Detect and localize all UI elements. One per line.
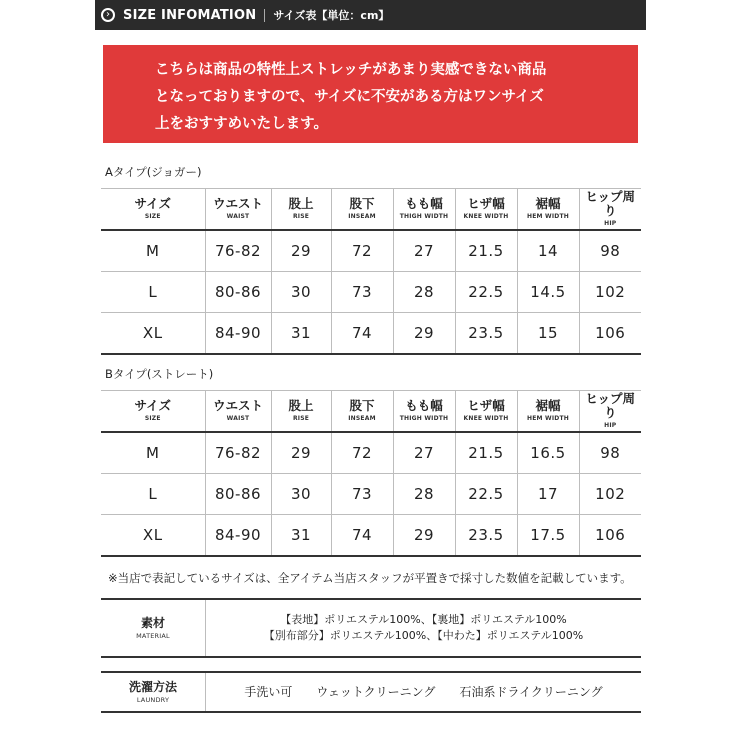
column-header-jp: もも幅: [405, 398, 443, 413]
table-cell: 22.5: [455, 474, 517, 515]
laundry-row: [101, 671, 641, 713]
table-cell: 15: [517, 313, 579, 355]
table-cell: 17: [517, 474, 579, 515]
chevron-right-circle-icon: ›: [101, 8, 115, 22]
table-cell: 29: [393, 515, 455, 557]
table-cell: XL: [101, 515, 205, 557]
column-header: [271, 391, 331, 433]
column-header-jp: 股下: [349, 398, 375, 413]
table-cell: 31: [271, 515, 331, 557]
table-cell: XL: [101, 313, 205, 355]
table-cell: 30: [271, 272, 331, 313]
notice-line: となっておりますので、サイズに不安がある方はワンサイズ: [155, 89, 544, 105]
table-row: [101, 432, 641, 474]
stretch-notice-banner: [103, 45, 638, 143]
column-header: [101, 391, 205, 433]
column-header-jp: 股上: [288, 398, 314, 413]
table-cell: 72: [331, 230, 393, 272]
table-row: [101, 515, 641, 557]
table-a-caption: Aタイプ(ジョガー): [105, 165, 202, 179]
size-table-b: [101, 390, 641, 557]
laundry-label-en: LAUNDRY: [136, 696, 170, 704]
table-cell: 28: [393, 474, 455, 515]
table-cell: 27: [393, 432, 455, 474]
table-cell: 28: [393, 272, 455, 313]
column-header-en: HIP: [604, 220, 617, 227]
table-cell: 106: [579, 515, 641, 557]
table-row: [101, 313, 641, 355]
column-header: [517, 189, 579, 231]
header-row: [101, 189, 641, 231]
material-line: 【表地】ポリエステル100%、【裏地】ポリエステル100%: [280, 613, 567, 626]
column-header-jp: 裾幅: [535, 196, 561, 211]
material-label: [101, 600, 206, 656]
table-cell: 14.5: [517, 272, 579, 313]
table-cell: 72: [331, 432, 393, 474]
laundry-label-jp: 洗濯方法: [128, 680, 177, 694]
column-header-en: SIZE: [144, 415, 161, 422]
table-cell: 30: [271, 474, 331, 515]
table-cell: 23.5: [455, 515, 517, 557]
column-header: [271, 189, 331, 231]
table-cell: 74: [331, 313, 393, 355]
column-header-jp: 股上: [288, 196, 314, 211]
laundry-label: [101, 673, 206, 711]
section-title: SIZE INFOMATION: [123, 7, 257, 23]
table-cell: 84-90: [205, 515, 271, 557]
column-header: [455, 189, 517, 231]
table-row: [101, 272, 641, 313]
table-cell: 16.5: [517, 432, 579, 474]
table-cell: 17.5: [517, 515, 579, 557]
table-cell: 80-86: [205, 474, 271, 515]
table-cell: 102: [579, 474, 641, 515]
column-header-jp: 裾幅: [535, 398, 561, 413]
laundry-item: 石油系ドライクリーニング: [459, 685, 603, 699]
column-header-jp: サイズ: [134, 196, 171, 211]
column-header: [393, 391, 455, 433]
column-header: [455, 391, 517, 433]
column-header-jp: ヒザ幅: [467, 196, 505, 211]
table-cell: 74: [331, 515, 393, 557]
column-header: [205, 391, 271, 433]
table-cell: 29: [271, 230, 331, 272]
column-header-jp: ウエスト: [212, 398, 263, 413]
table-cell: 102: [579, 272, 641, 313]
measurement-note: ※当店で表記しているサイズは、全アイテム当店スタッフが平置きで採寸した数値を記載しています。: [108, 571, 632, 585]
column-header: [101, 189, 205, 231]
table-cell: 73: [331, 272, 393, 313]
column-header-en: HIP: [604, 422, 617, 429]
column-header-en: KNEE WIDTH: [463, 213, 509, 220]
column-header-jp: ウエスト: [212, 196, 263, 211]
laundry-item: ウェットクリーニング: [316, 685, 436, 699]
table-cell: L: [101, 272, 205, 313]
column-header-jp: サイズ: [134, 398, 171, 413]
table-cell: 21.5: [455, 230, 517, 272]
notice-line: 上をおすすめいたします。: [155, 116, 328, 132]
column-header: [331, 189, 393, 231]
material-label-jp: 素材: [140, 616, 165, 630]
table-cell: 98: [579, 432, 641, 474]
column-header-en: RISE: [292, 415, 310, 422]
material-label-en: MATERIAL: [136, 632, 170, 640]
column-header: [393, 189, 455, 231]
table-b-caption: Bタイプ(ストレート): [105, 367, 214, 381]
table-cell: 80-86: [205, 272, 271, 313]
table-cell: 29: [393, 313, 455, 355]
section-header: [95, 0, 646, 30]
column-header-jp: ヒップ周り: [585, 189, 636, 218]
size-table-a: [101, 188, 641, 355]
column-header-en: THIGH WIDTH: [399, 213, 449, 220]
column-header-jp: ヒップ周り: [585, 391, 636, 420]
table-cell: 76-82: [205, 432, 271, 474]
column-header-jp: ヒザ幅: [467, 398, 505, 413]
table-cell: M: [101, 432, 205, 474]
column-header: [205, 189, 271, 231]
column-header: [517, 391, 579, 433]
column-header-en: SIZE: [144, 213, 161, 220]
table-row: [101, 230, 641, 272]
column-header-en: WAIST: [226, 415, 250, 422]
column-header-en: HEM WIDTH: [527, 213, 569, 220]
table-cell: 106: [579, 313, 641, 355]
column-header-en: KNEE WIDTH: [463, 415, 509, 422]
column-header-en: INSEAM: [348, 213, 376, 220]
section-subtitle: サイズ表【単位：cm】: [273, 9, 390, 22]
column-header-en: RISE: [292, 213, 310, 220]
table-cell: 73: [331, 474, 393, 515]
column-header-en: INSEAM: [348, 415, 376, 422]
table-cell: M: [101, 230, 205, 272]
table-cell: 31: [271, 313, 331, 355]
header-divider: [264, 9, 265, 22]
table-cell: 22.5: [455, 272, 517, 313]
material-row: [101, 598, 641, 658]
column-header-jp: もも幅: [405, 196, 443, 211]
column-header: [331, 391, 393, 433]
table-row: [101, 474, 641, 515]
column-header-jp: 股下: [349, 196, 375, 211]
table-cell: 98: [579, 230, 641, 272]
table-cell: 84-90: [205, 313, 271, 355]
laundry-value: [206, 673, 641, 711]
table-cell: L: [101, 474, 205, 515]
column-header-en: HEM WIDTH: [527, 415, 569, 422]
column-header-en: THIGH WIDTH: [399, 415, 449, 422]
material-line: 【別布部分】ポリエステル100%、【中わた】ポリエステル100%: [263, 629, 584, 642]
material-value: [206, 600, 641, 656]
laundry-item: 手洗い可: [244, 685, 293, 699]
column-header: [579, 391, 641, 433]
column-header: [579, 189, 641, 231]
table-cell: 29: [271, 432, 331, 474]
table-cell: 21.5: [455, 432, 517, 474]
table-cell: 27: [393, 230, 455, 272]
notice-line: こちらは商品の特性上ストレッチがあまり実感できない商品: [155, 62, 547, 78]
column-header-en: WAIST: [226, 213, 250, 220]
table-cell: 23.5: [455, 313, 517, 355]
table-cell: 14: [517, 230, 579, 272]
table-cell: 76-82: [205, 230, 271, 272]
header-row: [101, 391, 641, 433]
